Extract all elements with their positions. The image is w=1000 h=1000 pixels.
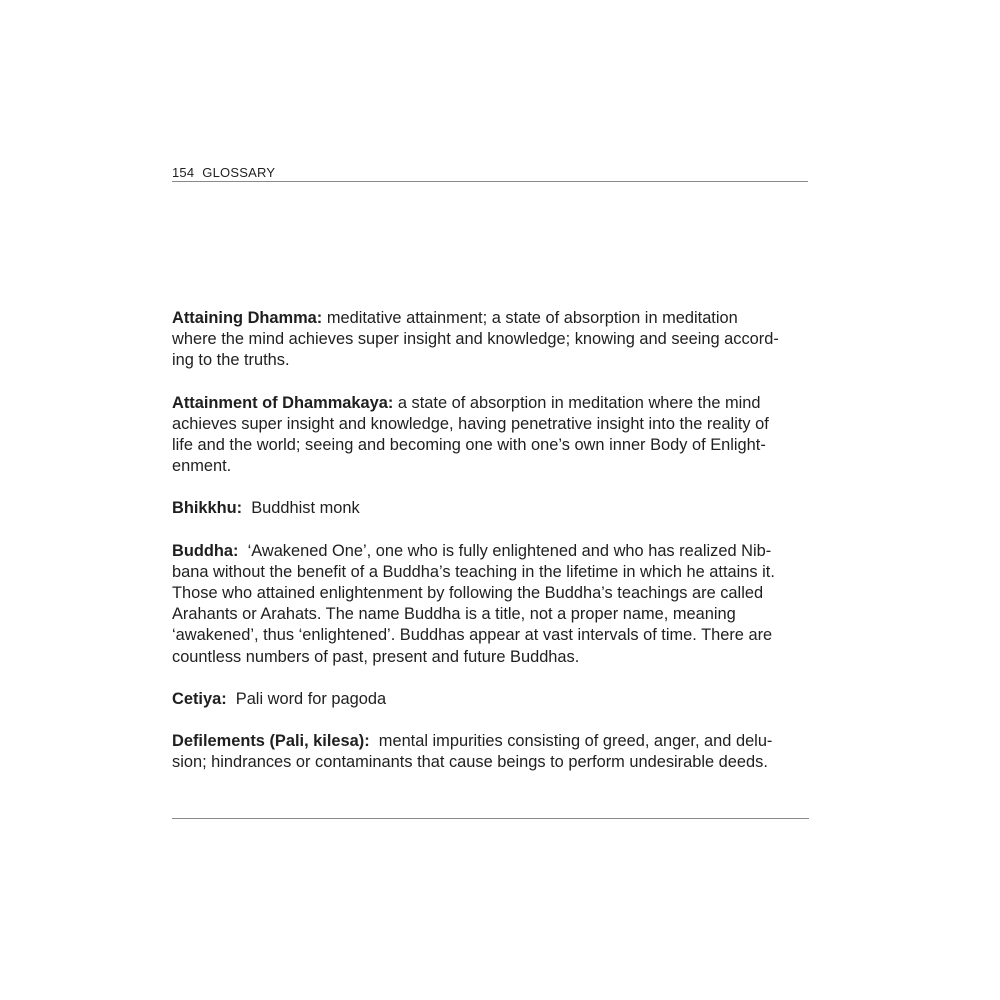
glossary-entry — [172, 541, 812, 668]
entry-line: achieves super insight and knowledge, having penetrative insight into the reality of — [172, 414, 769, 433]
entry-term: Attainment of Dhammakaya: — [172, 393, 394, 412]
glossary-entry — [172, 308, 812, 372]
entry-term: Cetiya: — [172, 689, 227, 708]
glossary-entries — [172, 308, 812, 794]
entry-line: Arahants or Arahats. The name Buddha is a title, not a proper name, meaning — [172, 605, 736, 624]
entry-term: Attaining Dhamma: — [172, 309, 323, 327]
entry-line — [172, 498, 812, 519]
section-title: GLOSSARY — [202, 165, 276, 180]
entry-line: where the mind achieves super insight and knowledge; knowing and seeing accord- — [172, 330, 779, 349]
entry-line: Those who attained enlightenment by following the Buddha’s teachings are called — [172, 584, 764, 603]
entry-line — [172, 393, 812, 414]
entry-text: mental impurities consisting of greed, anger, and delu- — [369, 732, 773, 751]
entry-text: meditative attainment; a state of absorption in meditation — [322, 309, 738, 327]
page-number: 154 — [172, 165, 195, 180]
entry-line: bana without the benefit of a Buddha’s teaching in the lifetime in which he attains it. — [172, 562, 775, 581]
entry-line: life and the world; seeing and becoming one with one’s own inner Body of Enlight- — [172, 436, 766, 455]
entry-text: a state of absorption in meditation where the mind — [393, 393, 761, 412]
entry-line: ing to the truths. — [172, 351, 290, 370]
entry-line: sion; hindrances or contaminants that cause beings to perform undesirable deeds. — [172, 753, 768, 772]
entry-line — [172, 731, 812, 752]
entry-line — [172, 689, 812, 710]
entry-line: ‘awakened’, thus ‘enlightened’. Buddhas appear at vast intervals of time. There are — [172, 626, 773, 645]
glossary-entry — [172, 689, 812, 710]
glossary-entry — [172, 498, 812, 519]
running-header — [172, 164, 808, 182]
entry-term: Buddha: — [172, 541, 239, 560]
entry-line: countless numbers of past, present and future Buddhas. — [172, 647, 580, 666]
entry-text: ‘Awakened One’, one who is fully enlightened and who has realized Nib- — [238, 541, 772, 560]
entry-text: Buddhist monk — [242, 499, 360, 518]
footer-rule — [172, 818, 809, 819]
entry-line: enment. — [172, 457, 232, 476]
glossary-entry — [172, 731, 812, 773]
entry-line — [172, 541, 812, 562]
entry-line — [172, 308, 812, 329]
entry-text: Pali word for pagoda — [226, 689, 387, 708]
glossary-entry — [172, 393, 812, 478]
entry-term: Bhikkhu: — [172, 499, 243, 518]
entry-term: Defilements (Pali, kilesa): — [172, 732, 370, 751]
